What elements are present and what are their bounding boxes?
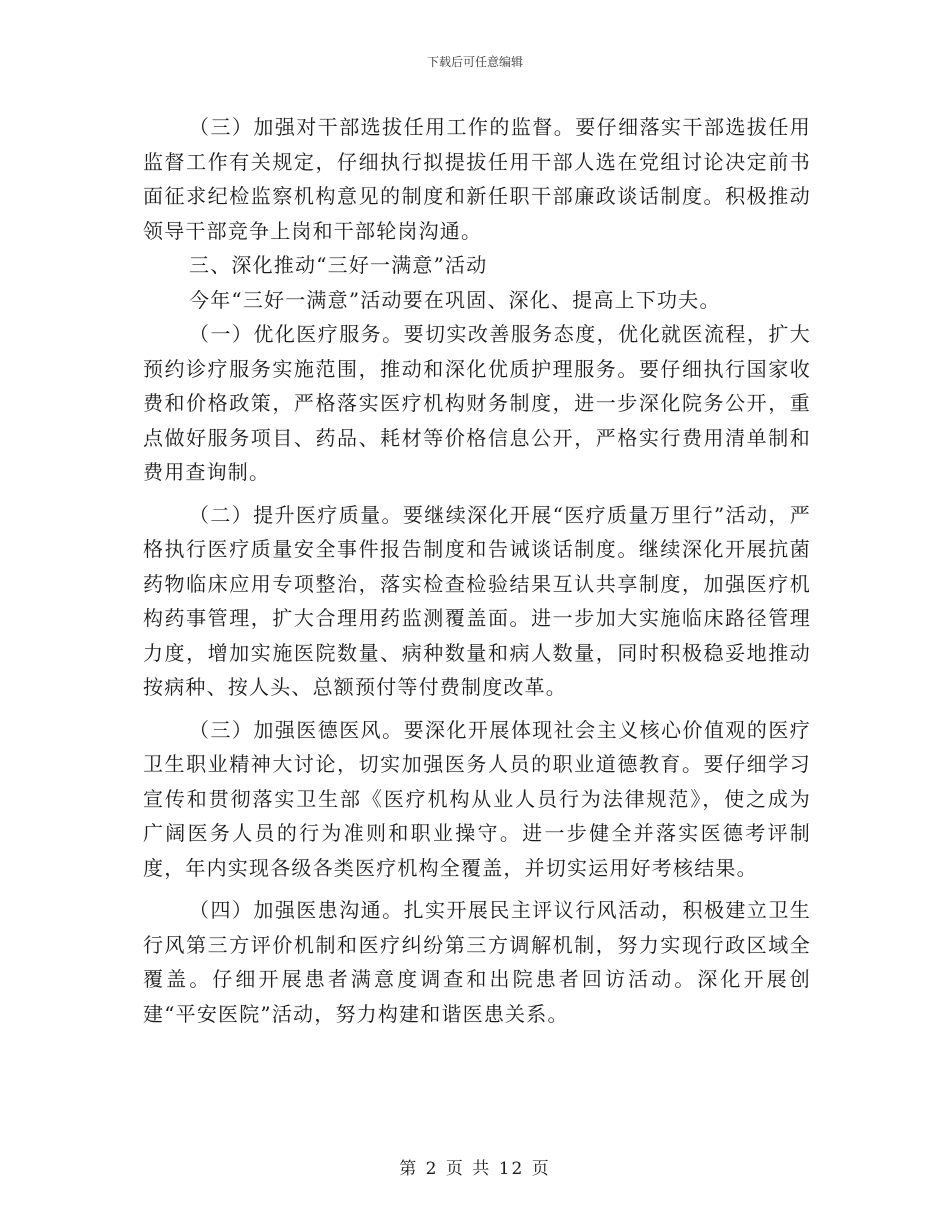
paragraph-medical-ethics: （三）加强医德医风。要深化开展体现社会主义核心价值观的医疗卫生职业精神大讨论，切实加强医务人员的职业道德教育。要仔细学习宣传和贯彻落实卫生部《医疗机构从业人员行为法律规范》，使之成为广阔医务人员的行为准则和职业操守。进一步健全并落实医德考评制度，年内实现各级各类医疗机构全覆盖，并切实运用好考核结果。 xyxy=(143,717,811,880)
document-body xyxy=(143,110,811,1031)
paragraph-cadre-supervision: （三）加强对干部选拔任用工作的监督。要仔细落实干部选拔任用监督工作有关规定，仔细执行拟提拔任用干部人选在党组讨论决定前书面征求纪检监察机构意见的制度和新任职干部廉政谈话制度。积极推动领导干部竞争上岗和干部轮岗沟通。 xyxy=(143,115,811,243)
page-number: 第 2 页 共 12 页 xyxy=(399,1159,551,1179)
paragraph-doctor-patient: （四）加强医患沟通。扎实开展民主评议行风活动，积极建立卫生行风第三方评价机制和医疗纠纷第三方调解机制，努力实现行政区域全覆盖。仔细开展患者满意度调查和出院患者回访活动。深化开展创建“平安医院”活动，努力构建和谐医患关系。 xyxy=(143,898,811,1026)
paragraph-intro: 今年“三好一满意”活动要在巩固、深化、提高上下功夫。 xyxy=(189,287,721,312)
section-heading-three-good: 三、深化推动“三好一满意”活动 xyxy=(189,253,488,277)
paragraph-medical-service: （一）优化医疗服务。要切实改善服务态度，优化就医流程，扩大预约诊疗服务实施范围，推动和深化优质护理服务。要仔细执行国家收费和价格政策，严格落实医疗机构财务制度，进一步深化院务公开，重点做好服务项目、药品、耗材等价格信息公开，严格实行费用清单制和费用查询制。 xyxy=(143,322,811,484)
download-note: 下载后可任意编辑 xyxy=(426,55,523,69)
paragraph-medical-quality: （二）提升医疗质量。要继续深化开展“医疗质量万里行”活动，严格执行医疗质量安全事件报告制度和告诫谈话制度。继续深化开展抗菌药物临床应用专项整治，落实检查检验结果互认共享制度，加强医疗机构药事管理，扩大合理用药监测覆盖面。进一步加大实施临床路径管理力度，增加实施医院数量、病种数量和病人数量，同时积极稳妥地推动按病种、按人头、总额预付等付费制度改革。 xyxy=(143,502,811,699)
